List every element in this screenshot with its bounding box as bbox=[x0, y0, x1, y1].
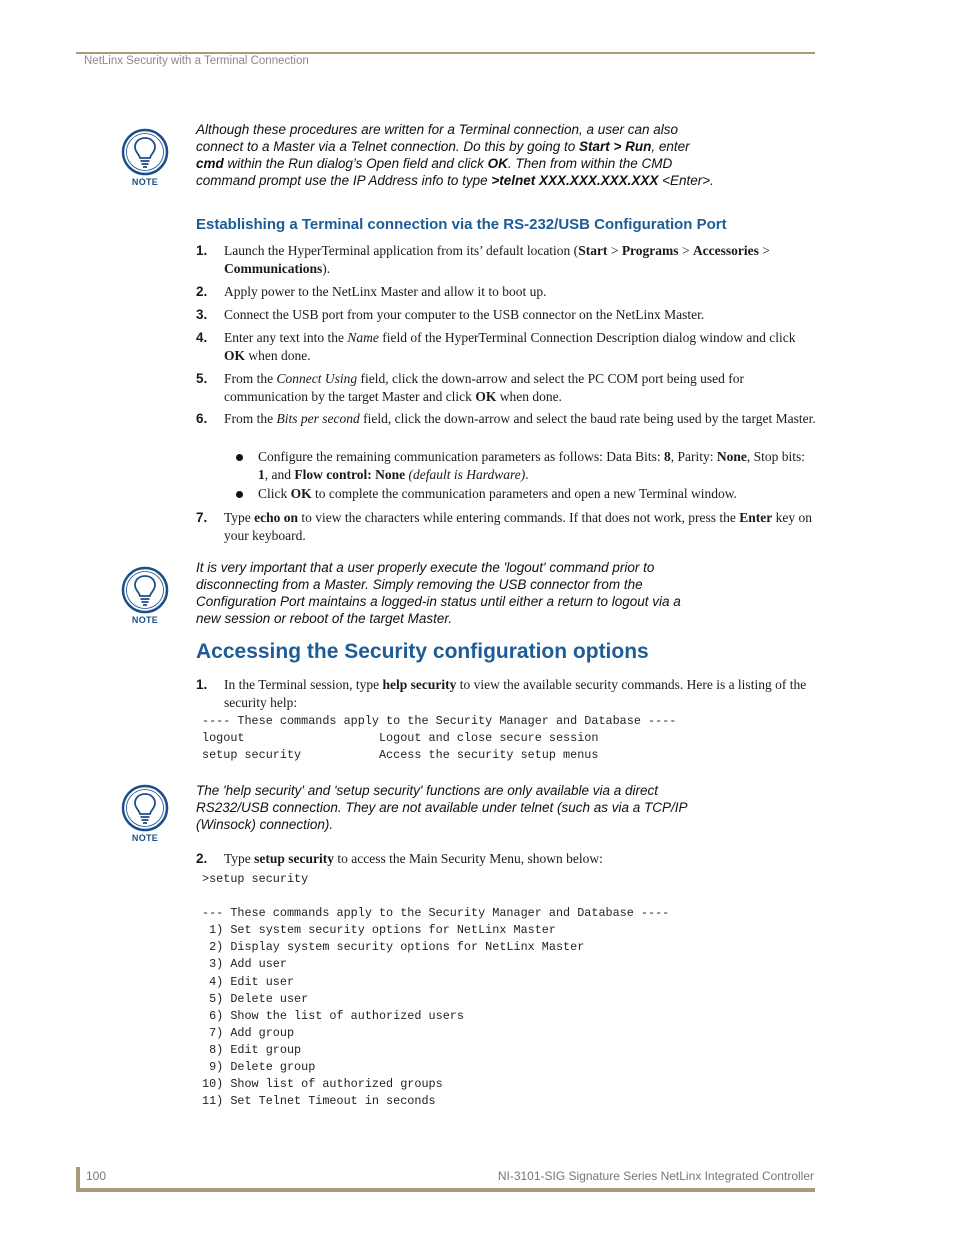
note-label: NOTE bbox=[131, 833, 159, 843]
code-line: 11) Set Telnet Timeout in seconds bbox=[202, 1094, 436, 1109]
page-number: 100 bbox=[86, 1169, 107, 1183]
header-rule bbox=[76, 52, 815, 54]
step-2: 2. Apply power to the NetLinx Master and allow it to boot up. bbox=[196, 284, 547, 299]
code-block-help-security bbox=[202, 713, 676, 764]
note-label: NOTE bbox=[131, 615, 159, 625]
code-line: 10) Show list of authorized groups bbox=[202, 1077, 443, 1092]
code-line: >setup security bbox=[202, 872, 309, 886]
code-line: 5) Delete user bbox=[202, 991, 309, 1006]
note-text-2: It is very important that a user properly execute the 'logout' command prior to disconnecting from a Master. Simply removing the USB connector from the Configuration Port maintains a logged-in status until either a return to logout via a new session or reboot of the target Master. bbox=[196, 560, 681, 626]
code-line: 7) Add group bbox=[202, 1025, 295, 1040]
step-s2-2: 2. Type setup security to access the Main Security Menu, shown below: bbox=[196, 851, 603, 866]
note-icon-3 bbox=[118, 784, 172, 843]
footer-title: NI-3101-SIG Signature Series NetLinx Integrated Controller bbox=[497, 1169, 814, 1183]
note-text-3: The 'help security' and 'setup security' functions are only available via a direct RS232/USB connection. They are not available under telnet (such as via a TCP/IP (Winsock) connection). bbox=[196, 783, 688, 832]
note-icon-2 bbox=[118, 566, 172, 625]
code-line: ---- These commands apply to the Security Manager and Database ---- bbox=[202, 714, 677, 728]
step-4: 4. Enter any text into the Name field of the HyperTerminal Connection Description dialog window and click OK when done. bbox=[196, 330, 796, 363]
bullet-item: Configure the remaining communication parameters as follows: Data Bits: 8, Parity: None, Stop bits: 1, and Flow control: None (default is Hardware). bbox=[236, 448, 816, 483]
bullet-item: Click OK to complete the communication parameters and open a new Terminal window. bbox=[236, 485, 816, 503]
code-line bbox=[202, 888, 669, 905]
code-line: 9) Delete group bbox=[202, 1060, 316, 1075]
code-block-setup-security bbox=[202, 871, 669, 1110]
section-heading-establishing: Establishing a Terminal connection via the RS-232/USB Configuration Port bbox=[196, 216, 727, 233]
code-line: 4) Edit user bbox=[202, 974, 295, 989]
code-line: logout Logout and close secure session bbox=[202, 731, 599, 746]
code-line: 3) Add user bbox=[202, 957, 287, 972]
lightbulb-icon bbox=[121, 566, 169, 614]
code-line: 6) Show the list of authorized users bbox=[202, 1008, 464, 1023]
step-1: 1. Launch the HyperTerminal application from its’ default location (Start > Programs > Accessories > Communications). bbox=[196, 243, 770, 276]
bullet-dot bbox=[236, 454, 243, 461]
step-s2-1: 1. In the Terminal session, type help security to view the available security commands. Here is a listing of the security help: bbox=[196, 677, 807, 710]
note-text-1: Although these procedures are written for a Terminal connection, a user can also connect to a Master via a Telnet connection. Do this by going to Start > Run, enter cmd within the Run dialog’s Open field and click OK. Then from within the CMD command prompt use the IP Address info to type >telnet XXX.XXX.XXX.XXX <Enter>. bbox=[196, 122, 714, 188]
step-5: 5. From the Connect Using field, click the down-arrow and select the PC COM port being used for communication by the target Master and click OK when done. bbox=[196, 371, 745, 404]
code-line: 2) Display system security options for NetLinx Master bbox=[202, 940, 585, 955]
lightbulb-icon bbox=[121, 128, 169, 176]
step-3: 3. Connect the USB port from your computer to the USB connector on the NetLinx Master. bbox=[196, 307, 705, 322]
running-head: NetLinx Security with a Terminal Connection bbox=[84, 55, 309, 67]
code-line: 8) Edit group bbox=[202, 1042, 302, 1057]
step-6: 6. From the Bits per second field, click the down-arrow and select the baud rate being used by the target Master. bbox=[196, 411, 816, 426]
code-line: setup security Access the security setup menus bbox=[202, 748, 599, 763]
note-label: NOTE bbox=[131, 177, 159, 187]
note-icon-1 bbox=[118, 128, 172, 187]
code-line: --- These commands apply to the Security Manager and Database ---- bbox=[202, 906, 670, 921]
section-heading-accessing: Accessing the Security configuration options bbox=[196, 640, 649, 663]
footer-rule bbox=[76, 1188, 815, 1192]
step-7: 7. Type echo on to view the characters while entering commands. If that does not work, press the Enter key on your keyboard. bbox=[196, 510, 813, 543]
code-line: 1) Set system security options for NetLinx Master bbox=[202, 923, 556, 938]
bullet-dot bbox=[236, 491, 243, 498]
lightbulb-icon bbox=[121, 784, 169, 832]
